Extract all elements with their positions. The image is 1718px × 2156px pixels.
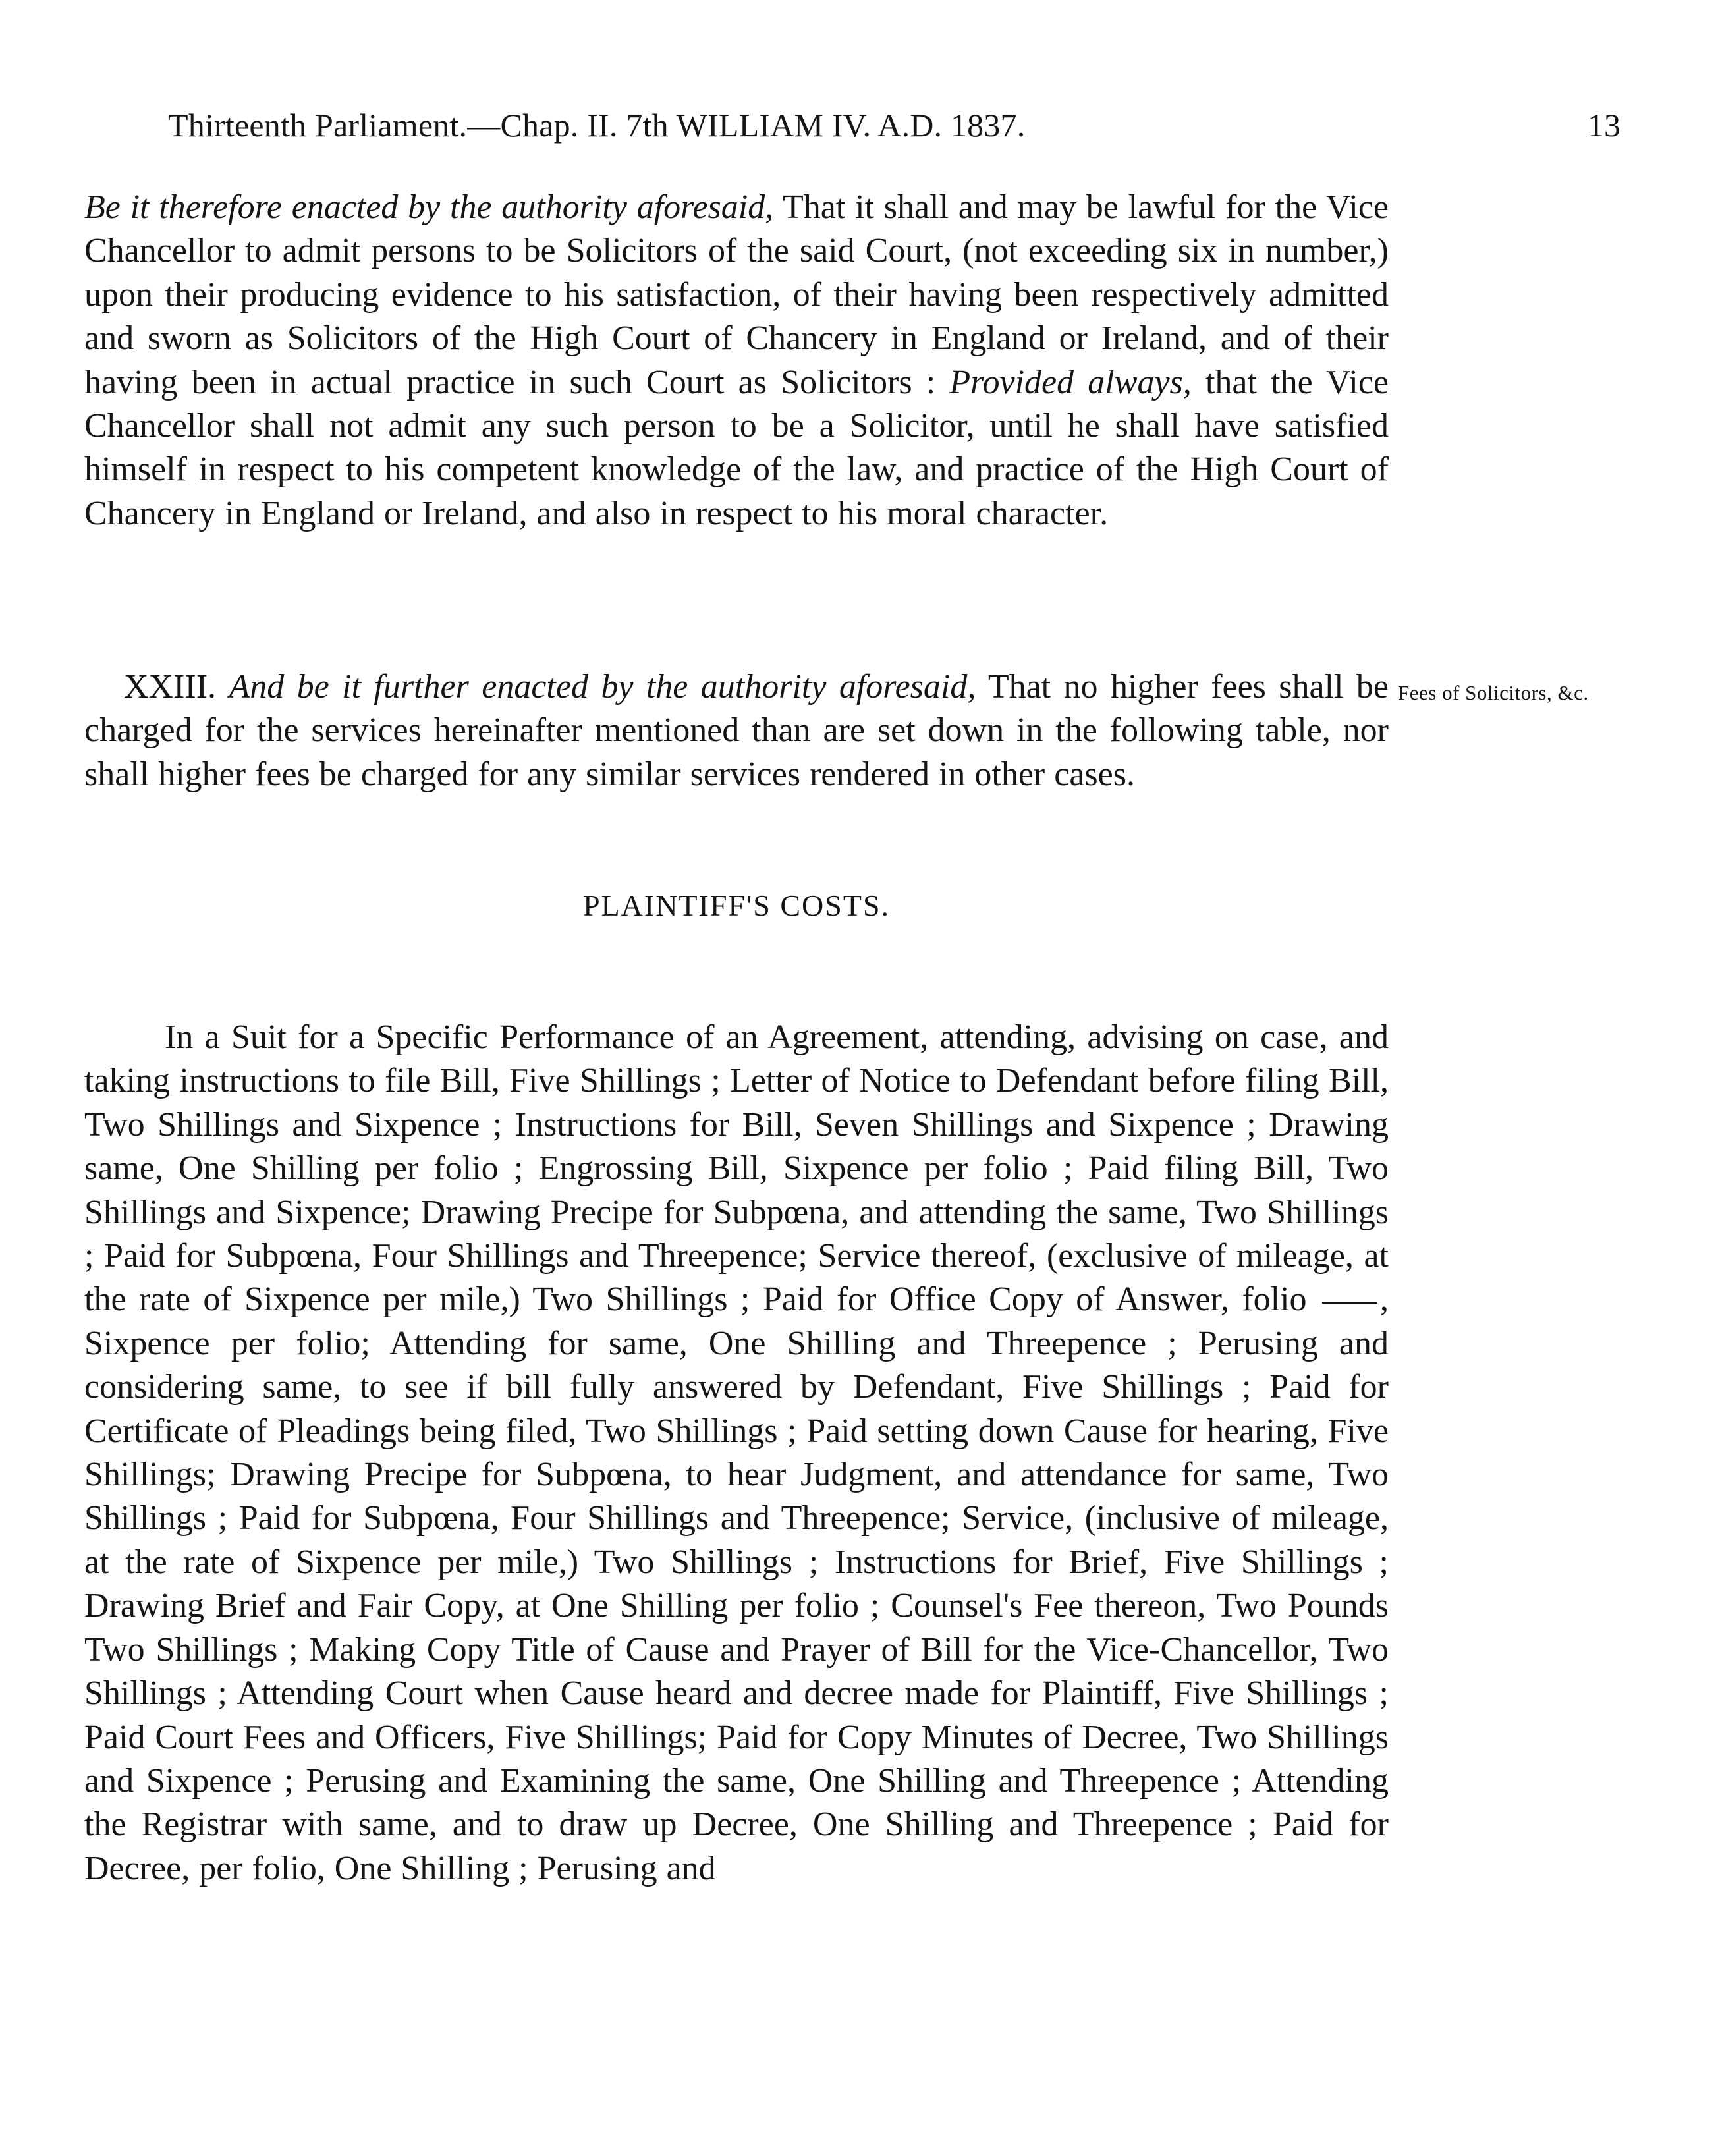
margin-note: Fees of Solicitors, &c. (1398, 681, 1589, 704)
paragraph-plaintiffs-costs (84, 1016, 1389, 1891)
enacting-clause: Be it therefore enacted by the authority aforesaid, (84, 188, 774, 226)
paragraph-text: That it shall and may be lawful for the Vice Chancellor to admit persons to be Solicitors of the said Court, (not exceeding six in number,) upon their producing evidence to his satisfaction, of their having been respectively admitted and sworn as Solicitors of the High Court of Chancery in England or Ireland, and of their having been in actual practice in such Court as Solicitors : (84, 188, 1389, 401)
paragraph-section-xxiii (84, 665, 1389, 796)
paragraph-text: That no higher fees shall be charged for the services hereinafter mentioned than are set down in the following table, nor shall higher fees be charged for any similar services rendered in other cases. (84, 668, 1389, 793)
section-heading: PLAINTIFF'S COSTS. (582, 889, 891, 922)
enacting-clause: And be it further enacted by the authority aforesaid, (229, 668, 976, 705)
page-number: 13 (1588, 107, 1621, 144)
proviso-clause: Provided always, (949, 363, 1192, 401)
paragraph-text: that the Vice Chancellor shall not admit any such person to be a Solicitor, until he shall have satisfied himself in respect to his competent knowledge of the law, and practice of the High Court of Chancery in England or Ireland, and also in respect to his moral character. (84, 363, 1389, 532)
section-number: XXIII. (124, 668, 217, 705)
blank-rule (1322, 1302, 1377, 1304)
paragraph-solicitors-admission (84, 186, 1389, 536)
paragraph-text: , Sixpence per folio; Attending for same, One Shilling and Threepence ; Perusing and considering same, to see if bill fully answered by Defendant, Five Shillings ; Paid for Certificate of Pleadings being filed, Two Shillings ; Paid setting down Cause for hearing, Five Shillings; Drawing Precipe for Subpœna, to hear Judgment, and attendance for same, Two Shillings ; Paid for Subpœna, Four Shillings and Threepence; Service, (inclusive of mileage, at the rate of Sixpence per mile,) Two Shillings ; Instructions for Brief, Five Shillings ; Drawing Brief and Fair Copy, at One Shilling per folio ; Counsel's Fee thereon, Two Pounds Two Shillings ; Making Copy Title of Cause and Prayer of Bill for the Vice-Chancellor, Two Shillings ; Attending Court when Cause heard and decree made for Plaintiff, Five Shillings ; Paid Court Fees and Officers, Five Shillings; Paid for Copy Minutes of Decree, Two Shillings and Sixpence ; Perusing and Examining the same, One Shilling and Threepence ; Attending the Registrar with same, and to draw up Decree, One Shilling and Threepence ; Paid for Decree, per folio, One Shilling ; Perusing and (84, 1281, 1389, 1887)
running-head: Thirteenth Parliament.—Chap. II. 7th WILLIAM IV. A.D. 1837. (168, 107, 1026, 144)
paragraph-text: In a Suit for a Specific Performance of an Agreement, attending, advising on case, and taking instructions to file Bill, Five Shillings ; Letter of Notice to Defendant before filing Bill, Two Shillings and Sixpence ; Instructions for Bill, Seven Shillings and Sixpence ; Drawing same, One Shilling per folio ; Engrossing Bill, Sixpence per folio ; Paid filing Bill, Two Shillings and Sixpence; Drawing Precipe for Subpœna, and attending the same, Two Shillings ; Paid for Subpœna, Four Shillings and Threepence; Service thereof, (exclusive of mileage, at the rate of Sixpence per mile,) Two Shillings ; Paid for Office Copy of Answer, folio (84, 1018, 1389, 1319)
